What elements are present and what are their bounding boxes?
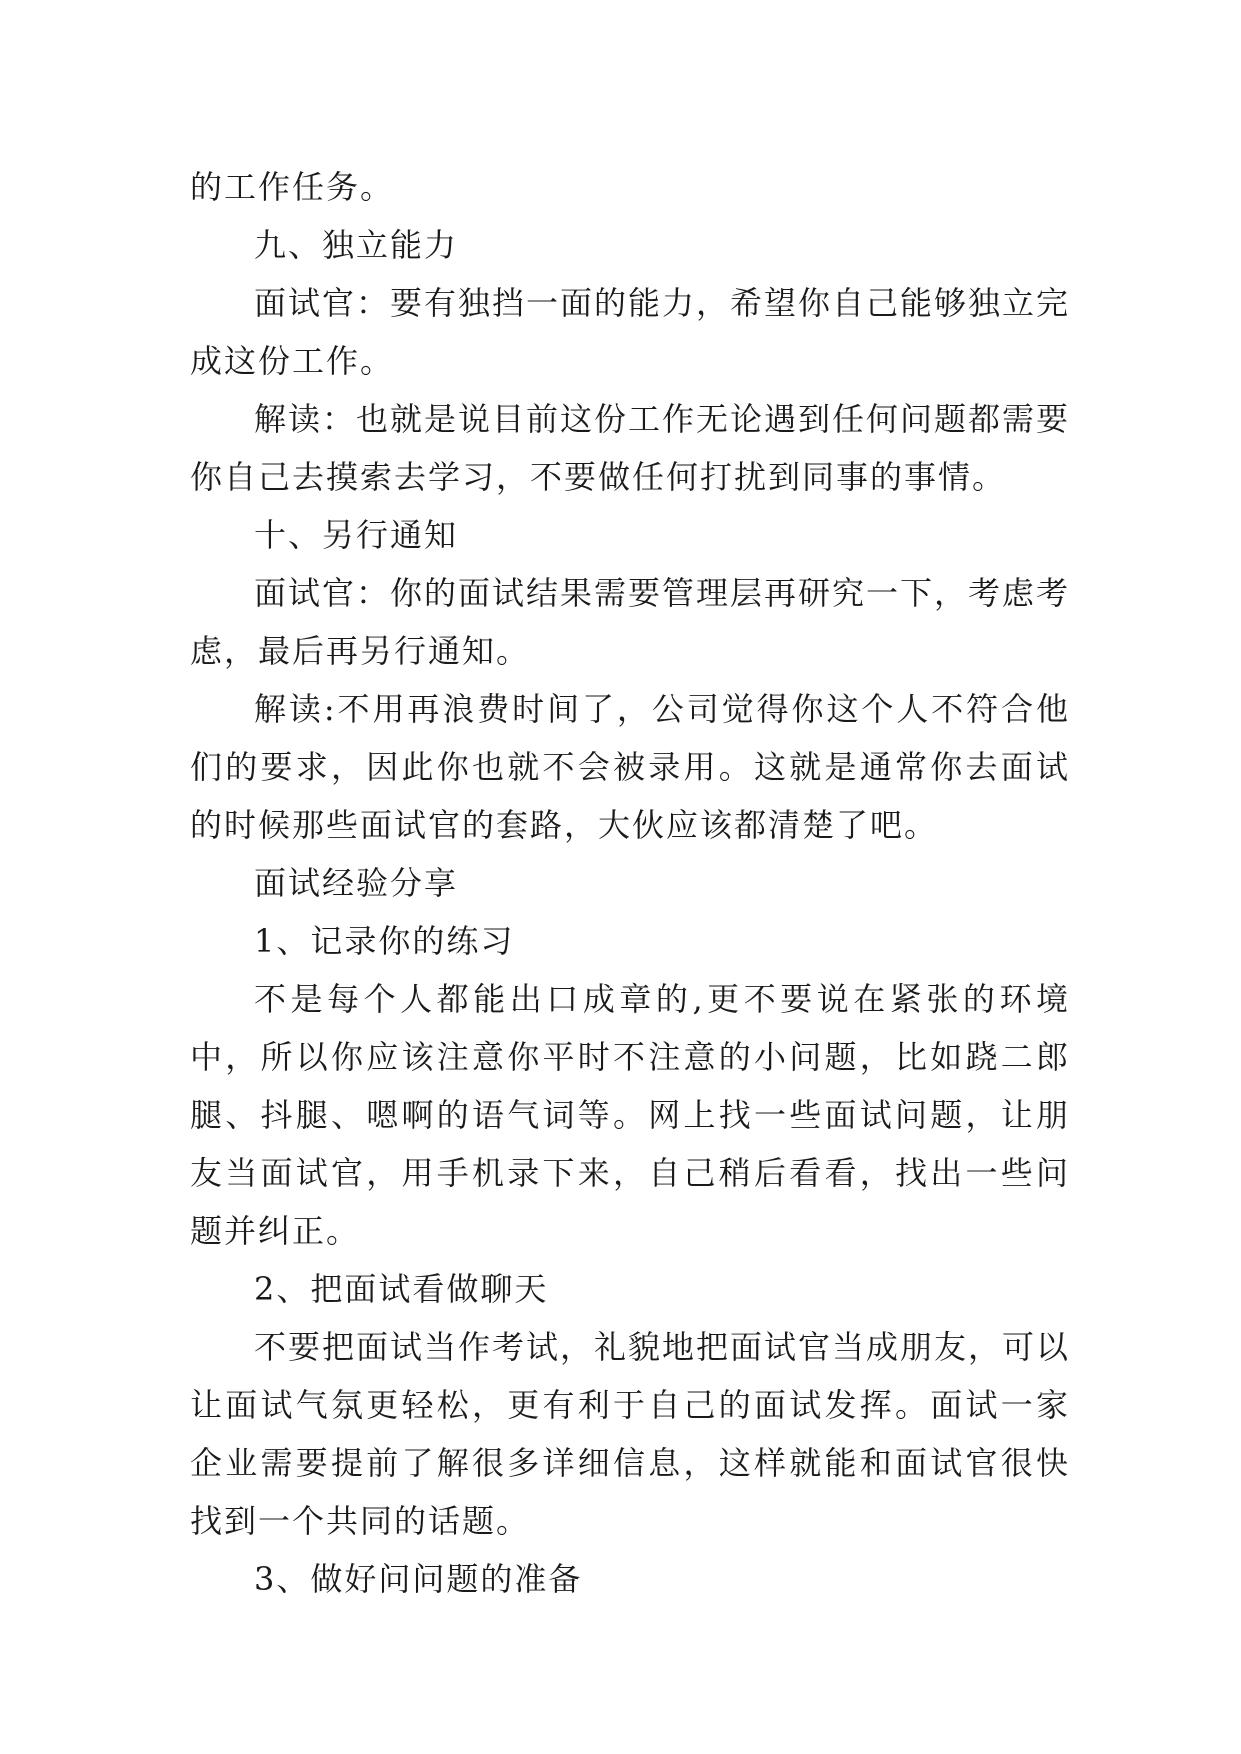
subheading-prepare-questions: 3、做好问问题的准备 [254, 1560, 583, 1598]
subheading-record-practice: 1、记录你的练习 [254, 922, 515, 960]
paragraph: 解读：也就是说目前这份工作无论遇到任何问题都需要你自己去摸索去学习，不要做任何打扰到同事的事情。 [190, 400, 1071, 496]
paragraph: 解读:不用再浪费时间了，公司觉得你这个人不符合他们的要求，因此你也就不会被录用。这就是通常你去面试的时候那些面试官的套路，大伙应该都清楚了吧。 [190, 690, 1070, 844]
document-body [190, 158, 1070, 1608]
section-heading-independence: 九、独立能力 [254, 226, 459, 264]
section-heading-experience: 面试经验分享 [254, 864, 459, 902]
paragraph: 不是每个人都能出口成章的,更不要说在紧张的环境中，所以你应该注意你平时不注意的小问题，比如跷二郎腿、抖腿、嗯啊的语气词等。网上找一些面试问题，让朋友当面试官，用手机录下来，自己稍后看看，找出一些问题并纠正。 [190, 980, 1070, 1250]
section-heading-notification: 十、另行通知 [254, 516, 459, 554]
subheading-interview-as-chat: 2、把面试看做聊天 [254, 1270, 549, 1308]
paragraph: 面试官：你的面试结果需要管理层再研究一下，考虑考虑，最后再另行通知。 [190, 574, 1071, 670]
paragraph: 的工作任务。 [190, 168, 395, 206]
paragraph: 面试官：要有独挡一面的能力，希望你自己能够独立完成这份工作。 [190, 284, 1071, 380]
paragraph: 不要把面试当作考试，礼貌地把面试官当成朋友，可以让面试气氛更轻松，更有利于自己的面试发挥。面试一家企业需要提前了解很多详细信息，这样就能和面试官很快找到一个共同的话题。 [190, 1328, 1071, 1540]
